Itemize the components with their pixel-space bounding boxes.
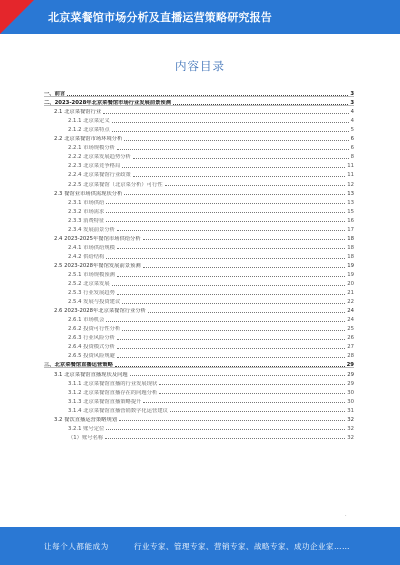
footer-slogan-right: 行业专家、管理专家、营销专家、战略专家、成功企业家……	[134, 542, 350, 551]
toc-leader-dots	[119, 420, 345, 421]
toc-entry[interactable]	[44, 278, 354, 287]
toc-leader-dots	[115, 366, 345, 367]
toc-leader-dots	[143, 267, 346, 268]
toc-entry[interactable]	[44, 387, 354, 396]
red-corner-decoration	[0, 0, 34, 34]
toc-leader-dots	[170, 411, 345, 412]
toc-entry-title: 2.6.4 投资模式分析	[68, 344, 115, 351]
toc-entry-page: 24	[347, 308, 354, 315]
toc-entry-title: 2.1 北京菜餐馆行业	[54, 109, 102, 116]
toc-entry-page: 32	[347, 434, 354, 441]
toc-entry-page: 19	[347, 271, 354, 278]
toc-entry[interactable]	[44, 323, 354, 332]
toc-entry-page: 6	[350, 145, 354, 152]
toc-entry[interactable]	[44, 206, 354, 215]
toc-entry[interactable]	[44, 224, 354, 233]
toc-entry[interactable]	[44, 341, 354, 350]
toc-entry-page: 6	[350, 136, 354, 143]
toc-leader-dots	[133, 158, 349, 159]
toc-leader-dots	[117, 357, 345, 358]
toc-entry-title: 2.2.4 北京菜餐馆行业政策	[68, 172, 131, 179]
toc-entry[interactable]	[44, 332, 354, 341]
toc-entry-title: 3.1.1 北京菜餐馆直播的行业发展现状	[68, 380, 158, 387]
toc-entry-title: 2.5.3 行业发展趋势	[68, 290, 115, 297]
header-banner	[0, 0, 400, 34]
toc-entry[interactable]	[44, 423, 354, 432]
toc-entry[interactable]	[44, 142, 354, 151]
toc-leader-dots	[117, 248, 345, 249]
toc-entry-title: 2.2 北京菜餐馆市场环境分析	[54, 136, 123, 143]
toc-leader-dots	[133, 176, 345, 177]
toc-entry-title: 2.3.3 消费特征	[68, 217, 105, 224]
toc-entry-title: 2.5.1 市场规模预测	[68, 271, 115, 278]
toc-entry-title: 2.6.1 市场机会	[68, 317, 105, 324]
toc-entry[interactable]	[44, 405, 354, 414]
toc-entry-page: 16	[347, 217, 354, 224]
toc-entry-page: 3	[350, 100, 354, 107]
toc-entry-page: 29	[347, 371, 354, 378]
toc-leader-dots	[173, 104, 348, 105]
toc-entry[interactable]	[44, 269, 354, 278]
toc-leader-dots	[106, 258, 345, 259]
toc-leader-dots	[122, 303, 345, 304]
toc-entry-title: 2.2.5 北京菜餐馆（北京菜分析）可行性	[68, 181, 163, 188]
toc-leader-dots	[117, 230, 345, 231]
toc-entry-page: 18	[347, 244, 354, 251]
toc-entry-page: 20	[347, 281, 354, 288]
toc-entry-page: 32	[347, 425, 354, 432]
page-marker: ·	[345, 513, 347, 519]
toc-leader-dots	[106, 429, 345, 430]
toc-leader-dots	[103, 113, 348, 114]
toc-entry-title: 2.5.4 发展与投资建议	[68, 299, 121, 306]
toc-entry-page: 22	[347, 299, 354, 306]
toc-leader-dots	[143, 402, 345, 403]
toc-entry[interactable]	[44, 296, 354, 305]
toc-entry[interactable]	[44, 287, 354, 296]
toc-entry[interactable]	[44, 124, 354, 133]
toc-entry[interactable]	[44, 368, 354, 377]
footer-banner	[0, 527, 400, 565]
toc-leader-dots	[159, 384, 345, 385]
toc-entry-title: 2.3 餐馆业市场供需现状分析	[54, 190, 123, 197]
toc-entry-title: 2.4.1 市场供给规模	[68, 244, 115, 251]
toc-entry-page: 13	[347, 190, 354, 197]
toc-entry[interactable]	[44, 242, 354, 251]
toc-entry-title: 2.6.5 投资风险规避	[68, 353, 115, 360]
toc-entry-title: 2.3.2 市场需求	[68, 208, 105, 215]
toc-entry[interactable]	[44, 151, 354, 160]
toc-entry-title: 二、2023-2028年北京菜餐馆市场行业发展前景预测	[44, 100, 172, 107]
toc-entry-page: 31	[347, 407, 354, 414]
toc-leader-dots	[106, 321, 345, 322]
toc-leader-dots	[117, 294, 345, 295]
toc-entry[interactable]	[44, 133, 354, 142]
toc-entry-title: 2.4.2 供给结构	[68, 253, 105, 260]
toc-entry-page: 25	[347, 326, 354, 333]
toc-entry[interactable]	[44, 314, 354, 323]
toc-entry-page: 21	[347, 290, 354, 297]
toc-entry[interactable]	[44, 215, 354, 224]
footer-slogan-left: 让每个人都能成为	[44, 542, 109, 551]
toc-entry-title: （1）账号名称	[68, 434, 104, 441]
toc-entry[interactable]	[44, 260, 354, 269]
report-title: 北京菜餐馆市场分析及直播运营策略研究报告	[48, 11, 272, 24]
toc-entry[interactable]	[44, 197, 354, 206]
toc-leader-dots	[117, 276, 345, 277]
toc-entry-page: 17	[347, 226, 354, 233]
toc-entry[interactable]	[44, 115, 354, 124]
toc-leader-dots	[124, 140, 348, 141]
toc-entry-title: 2.2.1 市场规模分析	[68, 145, 115, 152]
toc-leader-dots	[117, 339, 345, 340]
toc-entry[interactable]	[44, 359, 354, 368]
toc-entry-page: 4	[350, 118, 354, 125]
toc-entry-page: 29	[347, 380, 354, 387]
toc-entry-page: 29	[346, 362, 354, 369]
toc-entry-title: 2.1.2 北京菜特点	[68, 127, 110, 134]
toc-entry-page: 8	[350, 154, 354, 161]
toc-entry-title: 3.1.2 北京菜餐馆直播存在的问题分析	[68, 389, 158, 396]
toc-entry-title: 2.6 2023-2028年北京菜餐馆行业分析	[54, 308, 146, 315]
toc-entry[interactable]	[44, 178, 354, 187]
toc-leader-dots	[148, 312, 345, 313]
toc-entry[interactable]	[44, 378, 354, 387]
toc-entry-title: 2.5 2023-2028年餐馆发展前景预测	[54, 262, 141, 269]
toc-entry-title: 3.1.3 北京菜餐馆直播策略提升	[68, 398, 142, 405]
toc-entry-page: 4	[350, 109, 354, 116]
toc-leader-dots	[122, 330, 345, 331]
toc-entry[interactable]	[44, 396, 354, 405]
toc-entry[interactable]	[44, 233, 354, 242]
toc-entry[interactable]	[44, 169, 354, 178]
toc-entry[interactable]	[44, 414, 354, 423]
toc-entry-title: 3.1 北京菜餐馆直播现状及问题	[54, 371, 128, 378]
toc-leader-dots	[106, 203, 345, 204]
toc-entry-page: 11	[347, 163, 354, 170]
toc-entry-title: 2.2.2 北京菜发展趋势分析	[68, 154, 131, 161]
toc-leader-dots	[112, 131, 349, 132]
toc-entry-title: 2.4 2023-2025年餐馆市场供给分析	[54, 235, 141, 242]
toc-leader-dots	[117, 149, 349, 150]
toc-entry-title: 2.3.1 市场供给	[68, 199, 105, 206]
toc-entry-page: 3	[350, 91, 354, 98]
toc-entry-title: 2.6.3 行业风险分析	[68, 335, 115, 342]
toc-leader-dots	[122, 167, 345, 168]
toc-entry-title: 三、北京菜餐馆直播运营策略	[44, 362, 113, 369]
toc-entry[interactable]	[44, 350, 354, 359]
toc-entry[interactable]	[44, 88, 354, 97]
toc-entry[interactable]	[44, 305, 354, 314]
toc-leader-dots	[159, 393, 345, 394]
toc-leader-dots	[143, 239, 346, 240]
toc-entry-page: 13	[347, 199, 354, 206]
toc-leader-dots	[105, 438, 345, 439]
toc-leader-dots	[106, 221, 345, 222]
toc-entry-page: 24	[347, 317, 354, 324]
toc-leader-dots	[117, 348, 345, 349]
toc-entry-page: 11	[347, 172, 354, 179]
toc-entry-title: 2.6.2 投资可行性分析	[68, 326, 121, 333]
toc-entry-title: 2.3.4 发展前景分析	[68, 226, 115, 233]
toc-entry-title: 2.1.1 北京菜定义	[68, 118, 110, 125]
toc-entry-page: 18	[347, 253, 354, 260]
toc-leader-dots	[130, 375, 346, 376]
toc-leader-dots	[112, 122, 349, 123]
toc-leader-dots	[112, 285, 346, 286]
toc-entry-page: 30	[347, 398, 354, 405]
toc-entry-page: 12	[347, 181, 354, 188]
toc-entry-page: 15	[347, 208, 354, 215]
toc-entry-page: 30	[347, 389, 354, 396]
table-of-contents	[44, 88, 354, 441]
toc-entry[interactable]	[44, 432, 354, 441]
toc-entry[interactable]	[44, 97, 354, 106]
toc-entry-page: 18	[347, 235, 354, 242]
toc-entry[interactable]	[44, 251, 354, 260]
toc-entry-page: 32	[347, 416, 354, 423]
toc-leader-dots	[67, 95, 348, 96]
toc-entry[interactable]	[44, 106, 354, 115]
toc-leader-dots	[124, 194, 345, 195]
toc-entry-page: 19	[347, 262, 354, 269]
toc-entry-page: 27	[347, 344, 354, 351]
toc-leader-dots	[165, 185, 346, 186]
toc-leader-dots	[106, 212, 345, 213]
toc-entry-page: 26	[347, 335, 354, 342]
toc-entry[interactable]	[44, 160, 354, 169]
toc-entry-title: 3.1.4 北京菜餐馆直播营销数字化运营建议	[68, 407, 168, 414]
toc-entry-page: 5	[350, 127, 354, 134]
toc-entry-title: 3.2.1 账号定位	[68, 425, 105, 432]
toc-entry-title: 3.2 餐饮直播运营策略规划	[54, 416, 118, 423]
toc-entry-page: 28	[347, 353, 354, 360]
toc-heading: 内容目录	[175, 59, 225, 73]
toc-entry[interactable]	[44, 188, 354, 197]
toc-entry-title: 2.5.2 北京菜发展	[68, 281, 110, 288]
toc-entry-title: 2.2.3 北京菜竞争格局	[68, 163, 121, 170]
toc-entry-title: 一、前言	[44, 91, 66, 98]
